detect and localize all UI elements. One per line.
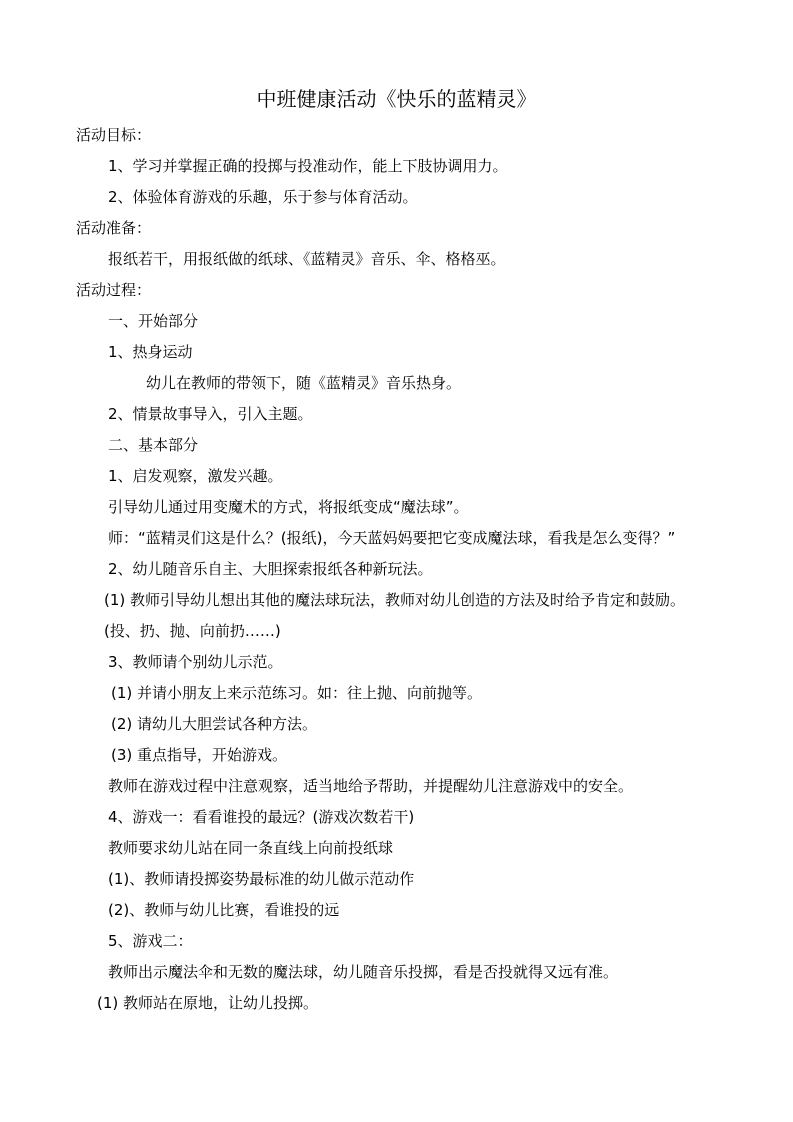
heading-preparation: 活动准备：: [76, 219, 152, 237]
game-two-text: 教师出示魔法伞和无数的魔法球，幼儿随音乐投掷，看是否投就得又远有准。: [108, 963, 619, 981]
game-one-sub-1: (1)、教师请投掷姿势最标准的幼儿做示范动作: [108, 870, 415, 888]
teacher-dialogue: 师：“蓝精灵们这是什么？(报纸)，今天蓝妈妈要把它变成魔法球，看我是怎么变得？”: [108, 529, 676, 547]
demo-sub-1: (1) 并请小朋友上来示范练习。如：往上抛、向前抛等。: [111, 684, 483, 702]
step-explore: 2、幼儿随音乐自主、大胆探索报纸各种新玩法。: [108, 560, 433, 578]
warmup-text: 幼儿在教师的带领下，随《蓝精灵》音乐热身。: [146, 374, 462, 392]
step-demo: 3、教师请个别幼儿示范。: [108, 653, 283, 671]
section-start: 一、开始部分: [108, 312, 199, 330]
goal-item-1: 1、学习并掌握正确的投掷与投准动作，能上下肢协调用力。: [108, 157, 508, 175]
game-one-sub-2: (2)、教师与幼儿比赛，看谁投的远: [108, 901, 340, 919]
observe-text: 引导幼儿通过用变魔术的方式，将报纸变成“魔法球”。: [108, 498, 469, 516]
heading-goals: 活动目标：: [76, 126, 152, 144]
document-title: 中班健康活动《快乐的蓝精灵》: [256, 87, 537, 111]
step-warmup: 1、热身运动: [108, 343, 193, 361]
game-one: 4、游戏一：看看谁投的最远？(游戏次数若干): [108, 808, 415, 826]
explore-methods: (投、扔、抛、向前扔……): [104, 622, 281, 640]
goal-item-2: 2、体验体育游戏的乐趣，乐于参与体育活动。: [108, 188, 418, 206]
step-story-intro: 2、情景故事导入，引入主题。: [108, 405, 313, 423]
preparation-text: 报纸若干，用报纸做的纸球、《蓝精灵》音乐、伞、格格巫。: [108, 250, 506, 268]
section-basic: 二、基本部分: [108, 436, 199, 454]
step-observe: 1、启发观察，激发兴趣。: [108, 467, 283, 485]
demo-sub-2: (2) 请幼儿大胆尝试各种方法。: [111, 715, 318, 733]
safety-text: 教师在游戏过程中注意观察，适当地给予帮助，并提醒幼儿注意游戏中的安全。: [108, 777, 634, 795]
heading-process: 活动过程：: [76, 281, 152, 299]
explore-sub-1: (1) 教师引导幼儿想出其他的魔法球玩法，教师对幼儿创造的方法及时给予肯定和鼓励。: [104, 591, 686, 609]
game-one-text: 教师要求幼儿站在同一条直线上向前投纸球: [108, 839, 394, 857]
demo-sub-3: (3) 重点指导，开始游戏。: [111, 746, 288, 764]
game-two-sub-1: (1) 教师站在原地，让幼儿投掷。: [97, 994, 319, 1012]
game-two: 5、游戏二：: [108, 932, 193, 950]
